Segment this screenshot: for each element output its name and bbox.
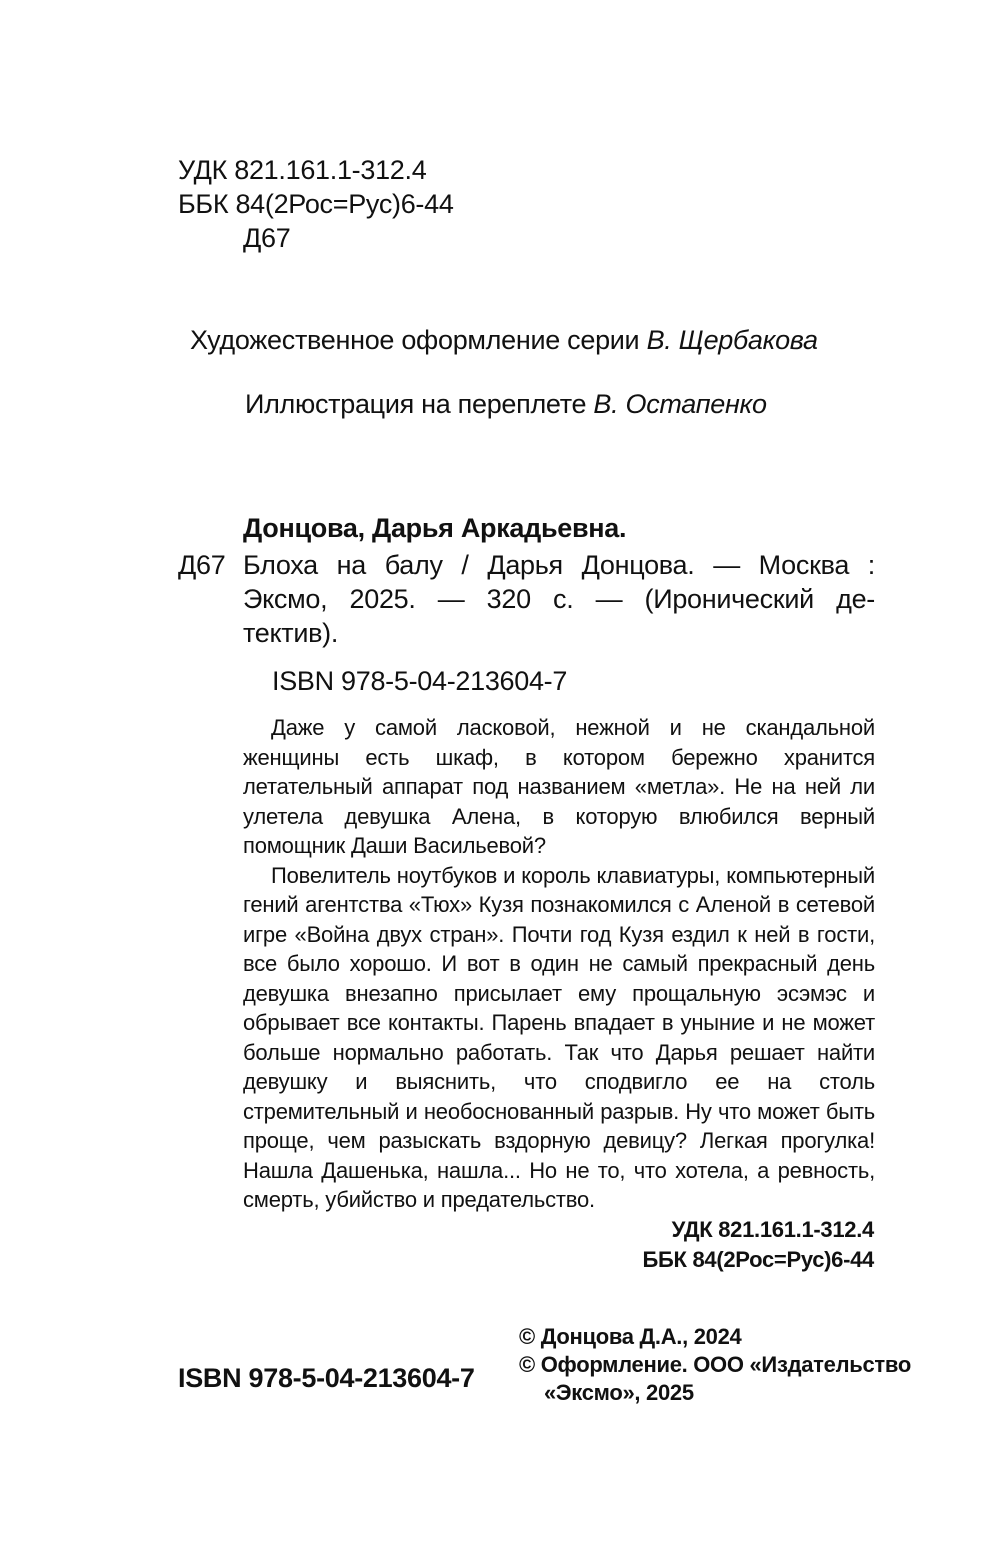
bib-mark: Д67	[178, 550, 226, 580]
illustration-credit	[245, 389, 767, 420]
footer-udk: УДК 821.161.1-312.4	[671, 1217, 874, 1242]
copyright-design-line-1: © Оформление. ООО «Издательство	[519, 1352, 911, 1377]
footer-bbk: ББК 84(2Рос=Рус)6-44	[642, 1247, 874, 1272]
author-heading: Донцова, Дарья Аркадьевна.	[243, 513, 627, 543]
bib-line-2: Эксмо, 2025. — 320 с. — (Иронический де-	[243, 584, 875, 614]
annotation-paragraph-1: Даже у самой ласковой, нежной и не скандальной женщины есть шкаф, в котором бережно хранится летательный аппарат под названием «метла». Не на ней ли улетела девушка Алена, в которую влюбился верный помощник Даши Васильевой?	[243, 715, 875, 858]
author-mark: Д67	[243, 223, 291, 253]
bbk-code: ББК 84(2Рос=Рус)6-44	[178, 189, 454, 219]
series-design-label: Художественное оформление серии	[190, 325, 640, 355]
bib-line-3: тектив).	[243, 618, 339, 648]
copyright-author: © Донцова Д.А., 2024	[519, 1324, 742, 1349]
series-design-name: В. Щербакова	[646, 325, 818, 355]
udk-code: УДК 821.161.1-312.4	[178, 155, 427, 185]
copyright-design-line-2: «Эксмо», 2025	[544, 1380, 694, 1405]
footer-isbn: ISBN 978-5-04-213604-7	[178, 1363, 475, 1393]
annotation-paragraph-2: Повелитель ноутбуков и король клавиатуры, компьютерный гений агентства «Тюх» Кузя познакомился с Аленой в сетевой игре «Война двух стран». Почти год Кузя ездил к ней в гости, все было хорошо. И вот в один не самый прекрасный день девушка внезапно присылает ему прощальную эсэмэс и обрывает все контакты. Парень впадает в уныние и не может больше нормально работать. Так что Дарья решает найти девушку и выяснить, что сподвигло ее на столь стремительный и необоснованный разрыв. Ну что может быть проще, чем разыскать вздорную девицу? Легкая прогулка! Нашла Дашенька, нашла... Но не то, что хотела, а ревность, смерть, убийство и предательство.	[243, 862, 875, 1212]
illustration-name: В. Остапенко	[593, 389, 767, 419]
series-design-credit	[190, 325, 818, 356]
bib-isbn: ISBN 978-5-04-213604-7	[272, 666, 568, 696]
bib-line-1: Блоха на балу / Дарья Донцова. — Москва :	[243, 550, 875, 580]
annotation	[243, 713, 875, 1215]
illustration-label: Иллюстрация на переплете	[245, 389, 587, 419]
